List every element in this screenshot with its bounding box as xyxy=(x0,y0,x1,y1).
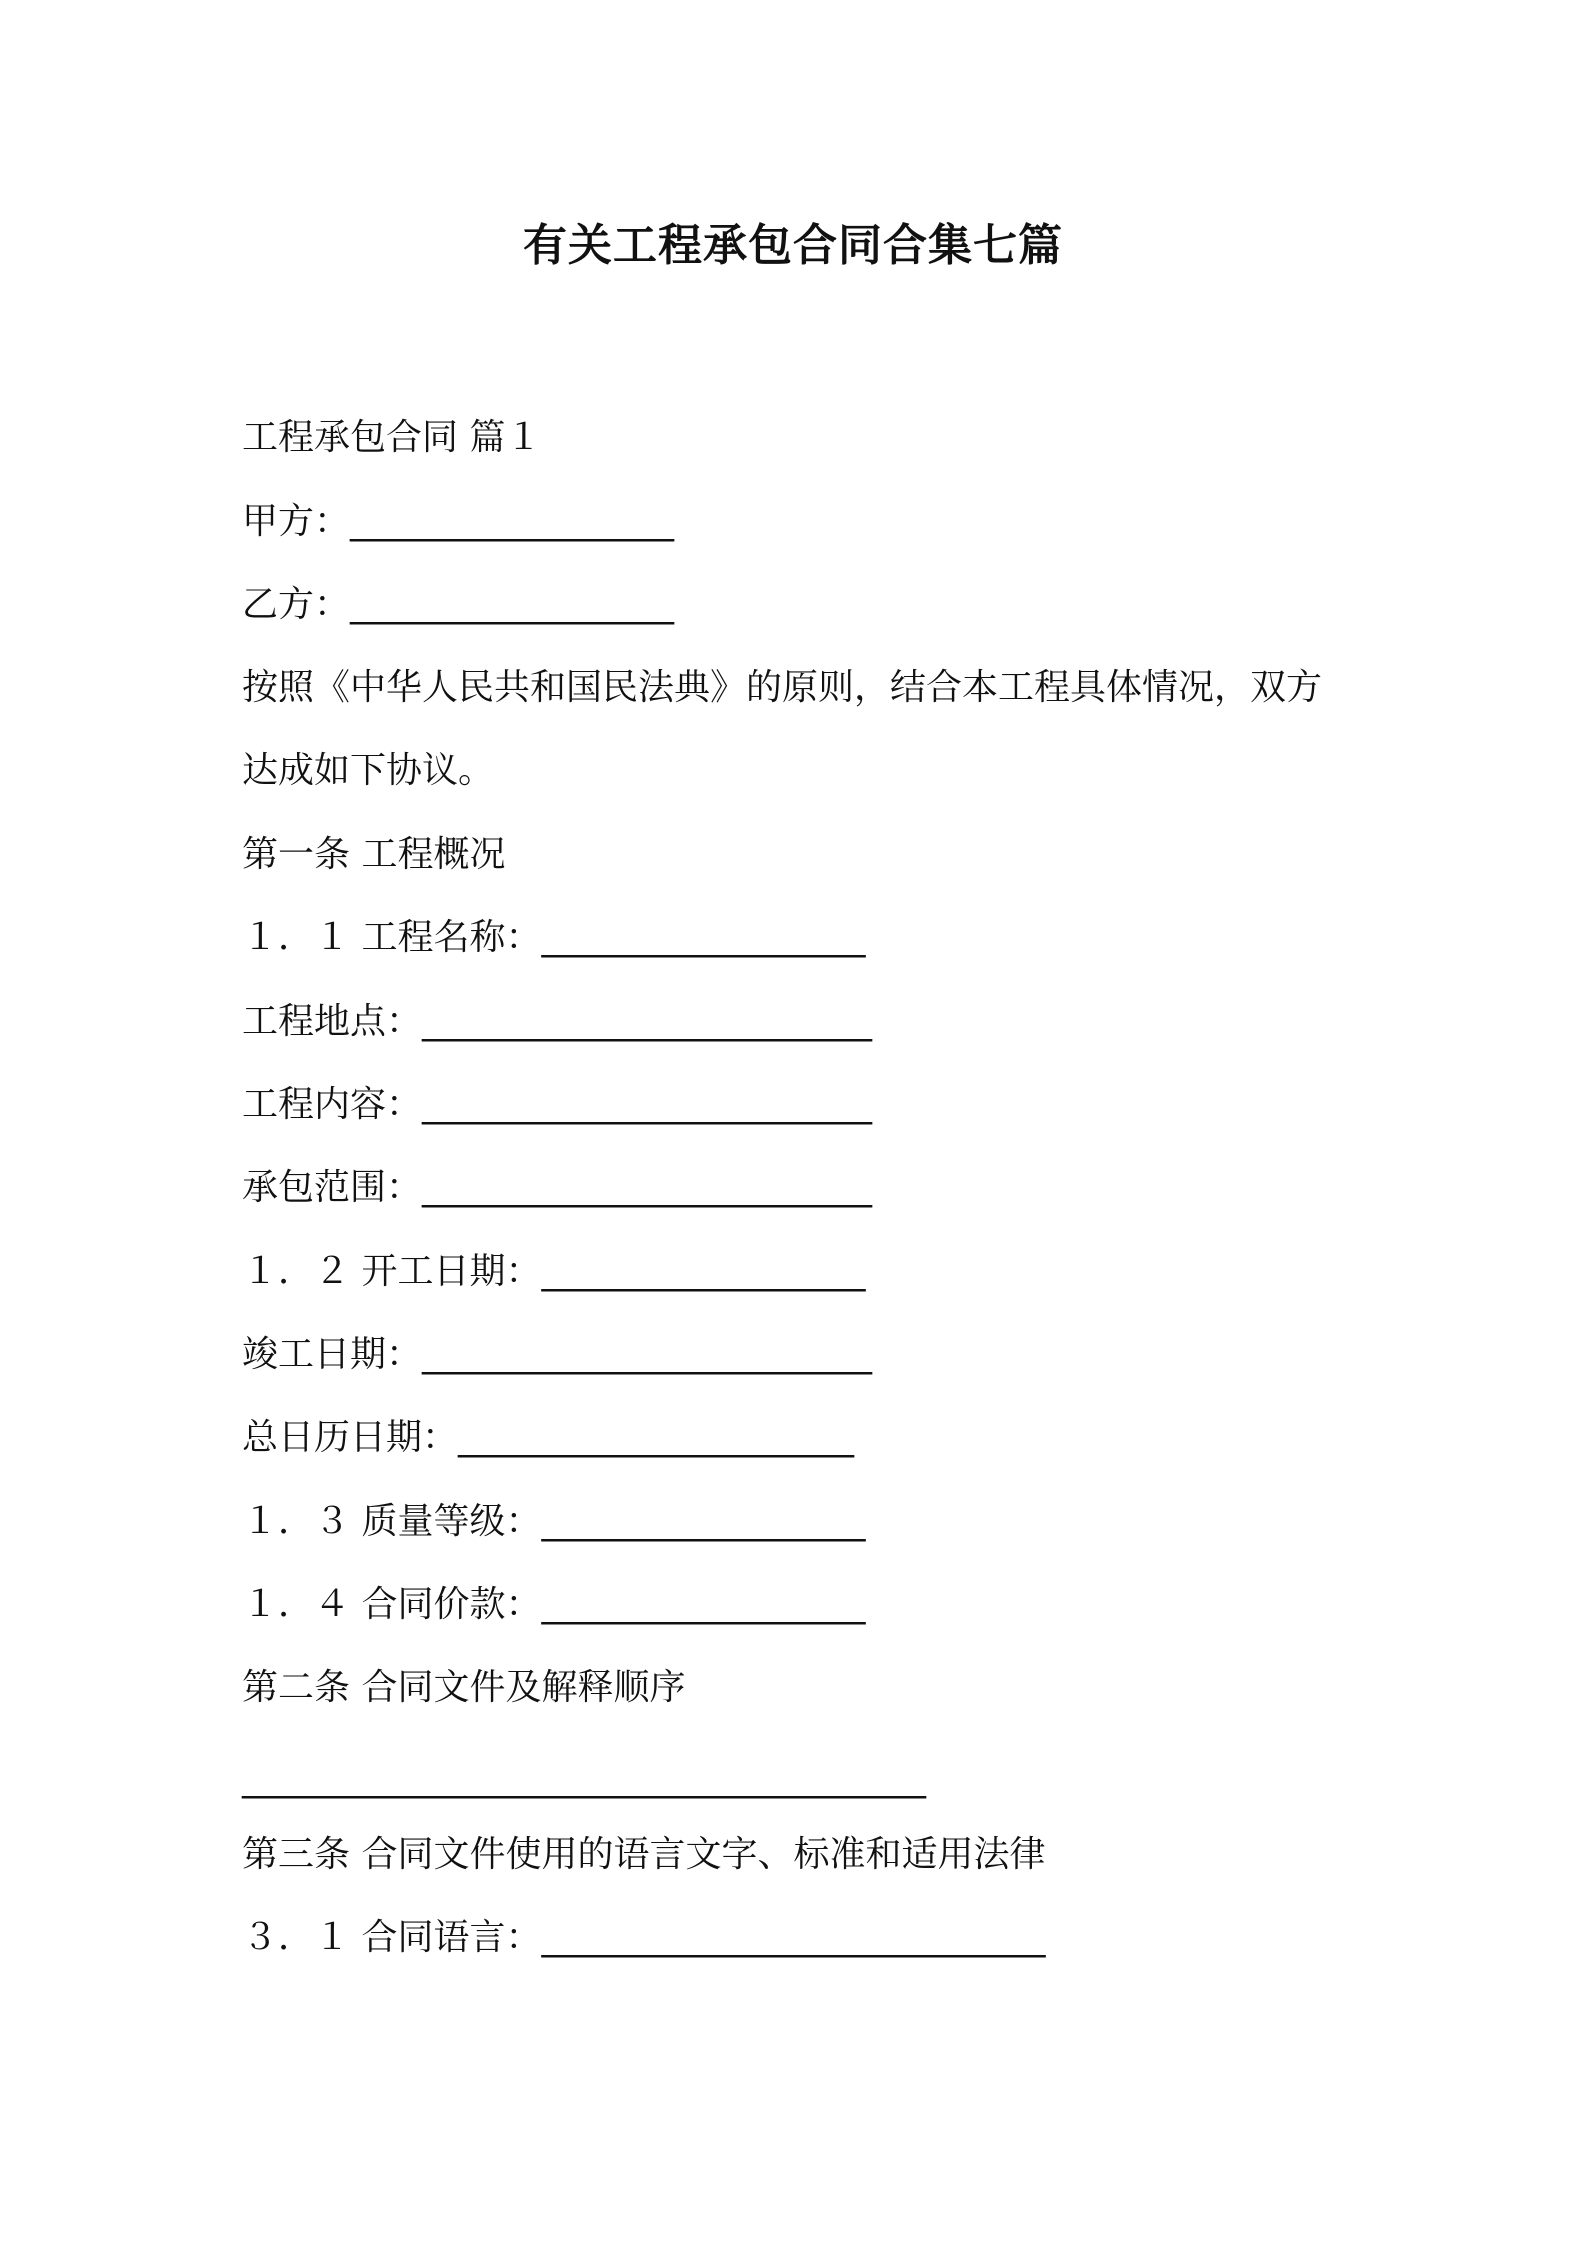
article-heading: 第三条 合同文件使用的语言文字、标准和适用法律 xyxy=(242,1834,1046,1875)
blank-fill-line: ______________________________________ xyxy=(242,1758,926,1799)
paragraph-line: 按照《中华人民共和国民法典》的原则，结合本工程具体情况，双方 xyxy=(242,667,1323,708)
article-heading: 第一条 工程概况 xyxy=(242,834,506,875)
paragraph-line: 达成如下协议。 xyxy=(242,750,495,791)
quality-grade-field: １．３ 质量等级：__________________ xyxy=(242,1501,866,1542)
project-content-field: 工程内容：_________________________ xyxy=(242,1084,873,1125)
project-location-field: 工程地点：_________________________ xyxy=(242,1001,873,1042)
contract-price-field: １．４ 合同价款：__________________ xyxy=(242,1584,866,1625)
party-a-field: 甲方：__________________ xyxy=(242,501,675,542)
contract-language-field: ３．１ 合同语言：____________________________ xyxy=(242,1917,1046,1958)
start-date-field: １．２ 开工日期：__________________ xyxy=(242,1251,866,1292)
total-calendar-days-field: 总日历日期：______________________ xyxy=(242,1417,855,1458)
section-heading-part-1: 工程承包合同 篇１ xyxy=(242,417,542,458)
contract-scope-field: 承包范围：_________________________ xyxy=(242,1167,873,1208)
document-title: 有关工程承包合同合集七篇 xyxy=(523,220,1063,271)
article-heading: 第二条 合同文件及解释顺序 xyxy=(242,1667,686,1708)
project-name-field: １．１ 工程名称：__________________ xyxy=(242,917,866,958)
completion-date-field: 竣工日期：_________________________ xyxy=(242,1334,873,1375)
party-b-field: 乙方：__________________ xyxy=(242,584,675,625)
